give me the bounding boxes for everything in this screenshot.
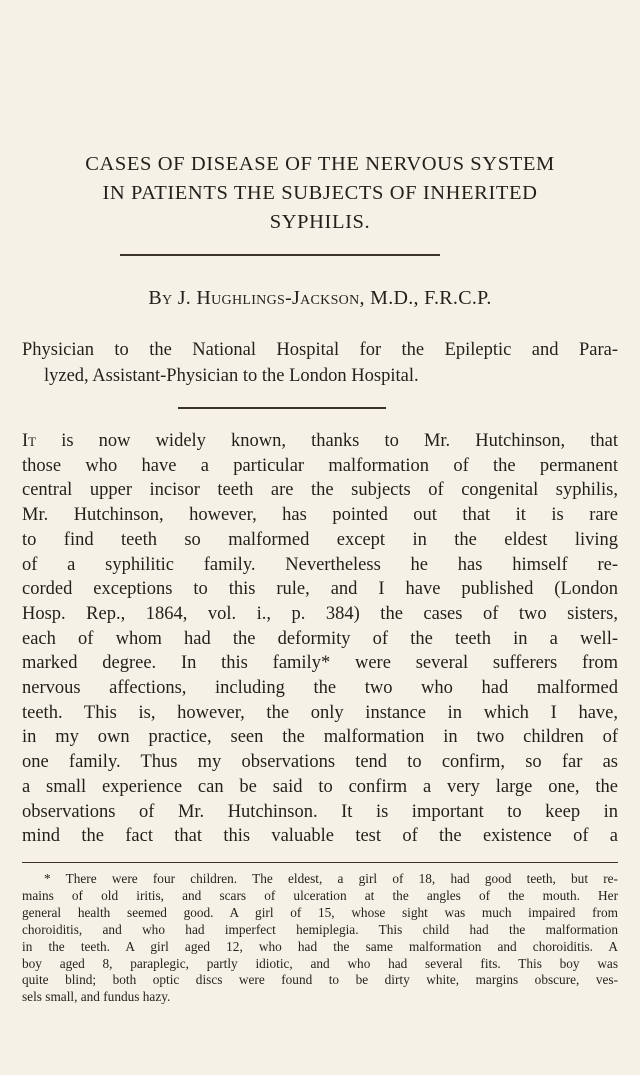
body-line: central upper incisor teeth are the subjects of congenital syphilis, xyxy=(22,480,618,501)
footnote-line: sels small, and fundus hazy. xyxy=(22,989,171,1005)
title-line: CASES OF DISEASE OF THE NERVOUS SYSTEM xyxy=(85,153,555,175)
body-line: of a syphilitic family. Nevertheless he has himself re- xyxy=(22,554,618,575)
footnote-line: boy aged 8, paraplegic, partly idiotic, and who had several fits. This boy was xyxy=(22,955,618,971)
body-line: Mr. Hutchinson, however, has pointed out that it is rare xyxy=(22,505,618,526)
title-line: IN PATIENTS THE SUBJECTS OF INHERITED xyxy=(102,182,538,204)
author-line xyxy=(20,285,620,311)
body-line-text: is now widely known, thanks to Mr. Hutchinson, that xyxy=(36,431,618,451)
body-line: observations of Mr. Hutchinson. It is important to keep in xyxy=(22,801,618,822)
body-paragraph xyxy=(22,429,618,849)
body-line: one family. Thus my observations tend to confirm, so far as xyxy=(22,752,618,773)
body-line: those who have a particular malformation of the permanent xyxy=(22,455,618,476)
decorative-rule xyxy=(120,254,440,256)
footnote-line: mains of old iritis, and scars of ulceration at the angles of the mouth. Her xyxy=(22,887,618,903)
title-line: SYPHILIS. xyxy=(269,211,371,233)
footnote-line: choroiditis, and who had imperfect hemiplegia. This child had the malformation xyxy=(22,921,618,937)
footnote-line: in the teeth. A girl aged 12, who had the same malformation and choroiditis. A xyxy=(22,938,618,954)
footnote-line: quite blind; both optic discs were found to be dirty white, margins obscure, ves- xyxy=(22,972,618,988)
footnote-line: * There were four children. The eldest, a girl of 18, had good teeth, but re- xyxy=(44,871,618,886)
decorative-rule xyxy=(178,407,386,409)
body-line: mind the fact that this valuable test of the existence of a xyxy=(22,826,618,847)
body-line: marked degree. In this family* were several sufferers from xyxy=(22,653,618,674)
affiliation-line: Physician to the National Hospital for the Epileptic and Para- xyxy=(22,340,618,360)
body-line: Hosp. Rep., 1864, vol. i., p. 384) the cases of two sisters, xyxy=(22,603,618,624)
author-by: By xyxy=(148,287,173,309)
body-line xyxy=(22,429,618,454)
body-line: to find teeth so malformed except in the eldest living xyxy=(22,529,618,550)
author-name: J. Hughlings-Jackson, xyxy=(177,287,365,309)
footnote-separator xyxy=(22,862,618,863)
body-line: corded exceptions to this rule, and I have published (London xyxy=(22,579,618,600)
body-line: in my own practice, seen the malformation in two children of xyxy=(22,727,618,748)
author-degrees: M.D., F.R.C.P. xyxy=(370,287,492,309)
footnote xyxy=(22,871,618,1006)
body-line: a small experience can be said to confirm a very large one, the xyxy=(22,776,618,797)
footnote-line: general health seemed good. A girl of 15, whose sight was much impaired from xyxy=(22,904,618,920)
author-affiliation xyxy=(22,337,618,389)
affiliation-line: lyzed, Assistant-Physician to the London Hospital. xyxy=(44,366,419,386)
body-line: teeth. This is, however, the only instance in which I have, xyxy=(22,702,618,723)
article-title xyxy=(20,150,620,237)
body-first-word: It xyxy=(22,431,37,451)
body-line: nervous affections, including the two who had malformed xyxy=(22,678,618,699)
body-line: each of whom had the deformity of the teeth in a well- xyxy=(22,628,618,649)
